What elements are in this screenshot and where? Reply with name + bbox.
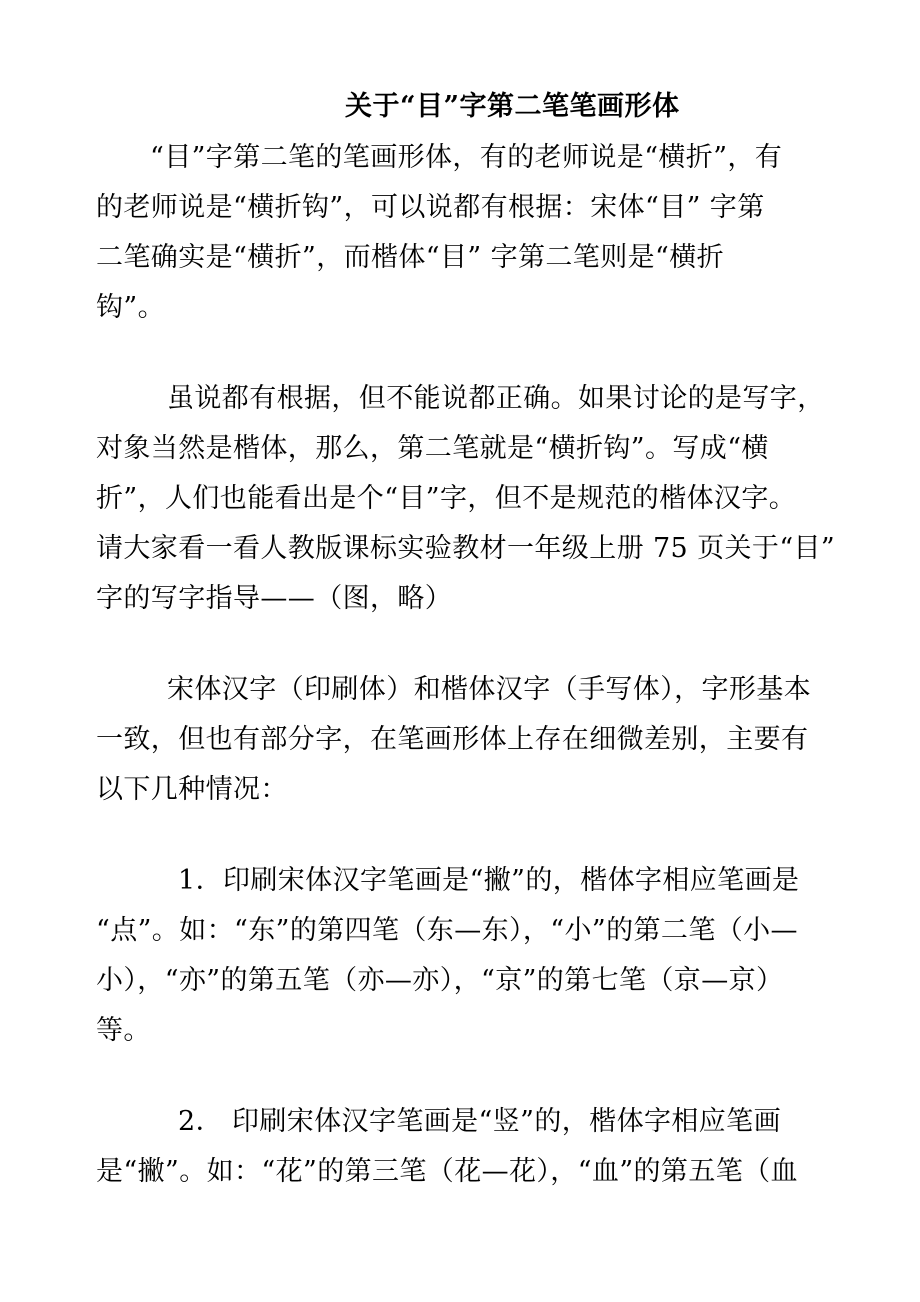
paragraph-line: 小），“亦”的第五笔（亦—亦），“京”的第七笔（京—京） <box>96 965 784 996</box>
paragraph-line: 一致，但也有部分字，在笔画形体上存在细微差别，主要有 <box>96 724 809 755</box>
paragraph-line: 请大家看一看人教版课标实验教材一年级上册 75 页关于“目” <box>96 533 836 564</box>
paragraph-line: 的老师说是“横折钩”，可以说都有根据：宋体“目” 字第 <box>96 192 765 223</box>
paragraph-line: 等。 <box>96 1015 151 1046</box>
paragraph-line: 以下几种情况： <box>96 774 288 805</box>
paragraph-line: 折”，人们也能看出是个“目”字，但不是规范的楷体汉字。 <box>96 483 797 514</box>
paragraph-line: 对象当然是楷体，那么，第二笔就是“横折钩”。写成“横 <box>96 433 769 464</box>
paragraph-line: 钩”。 <box>96 292 166 323</box>
paragraph-line: 虽说都有根据，但不能说都正确。如果讨论的是写字， <box>167 383 825 414</box>
paragraph-line: 二笔确实是“横折”，而楷体“目” 字第二笔则是“横折 <box>96 242 724 273</box>
paragraph-line: 2． 印刷宋体汉字笔画是“竖”的，楷体字相应笔画 <box>178 1106 781 1137</box>
paragraph-line: 宋体汉字（印刷体）和楷体汉字（手写体），字形基本 <box>167 674 812 705</box>
document-title: 关于“目”字第二笔笔画形体 <box>345 91 680 122</box>
paragraph-line: 1．印刷宋体汉字笔画是“撇”的，楷体字相应笔画是 <box>178 865 800 896</box>
paragraph-line: 字的写字指导——（图，略） <box>96 583 453 614</box>
paragraph-line: “点”。如：“东”的第四笔（东—东），“小”的第二笔（小— <box>96 915 798 946</box>
paragraph-line: “目”字第二笔的笔画形体，有的老师说是“横折”，有 <box>150 142 783 173</box>
paragraph-line: 是“撇”。如：“花”的第三笔（花—花），“血”的第五笔（血 <box>96 1156 798 1187</box>
